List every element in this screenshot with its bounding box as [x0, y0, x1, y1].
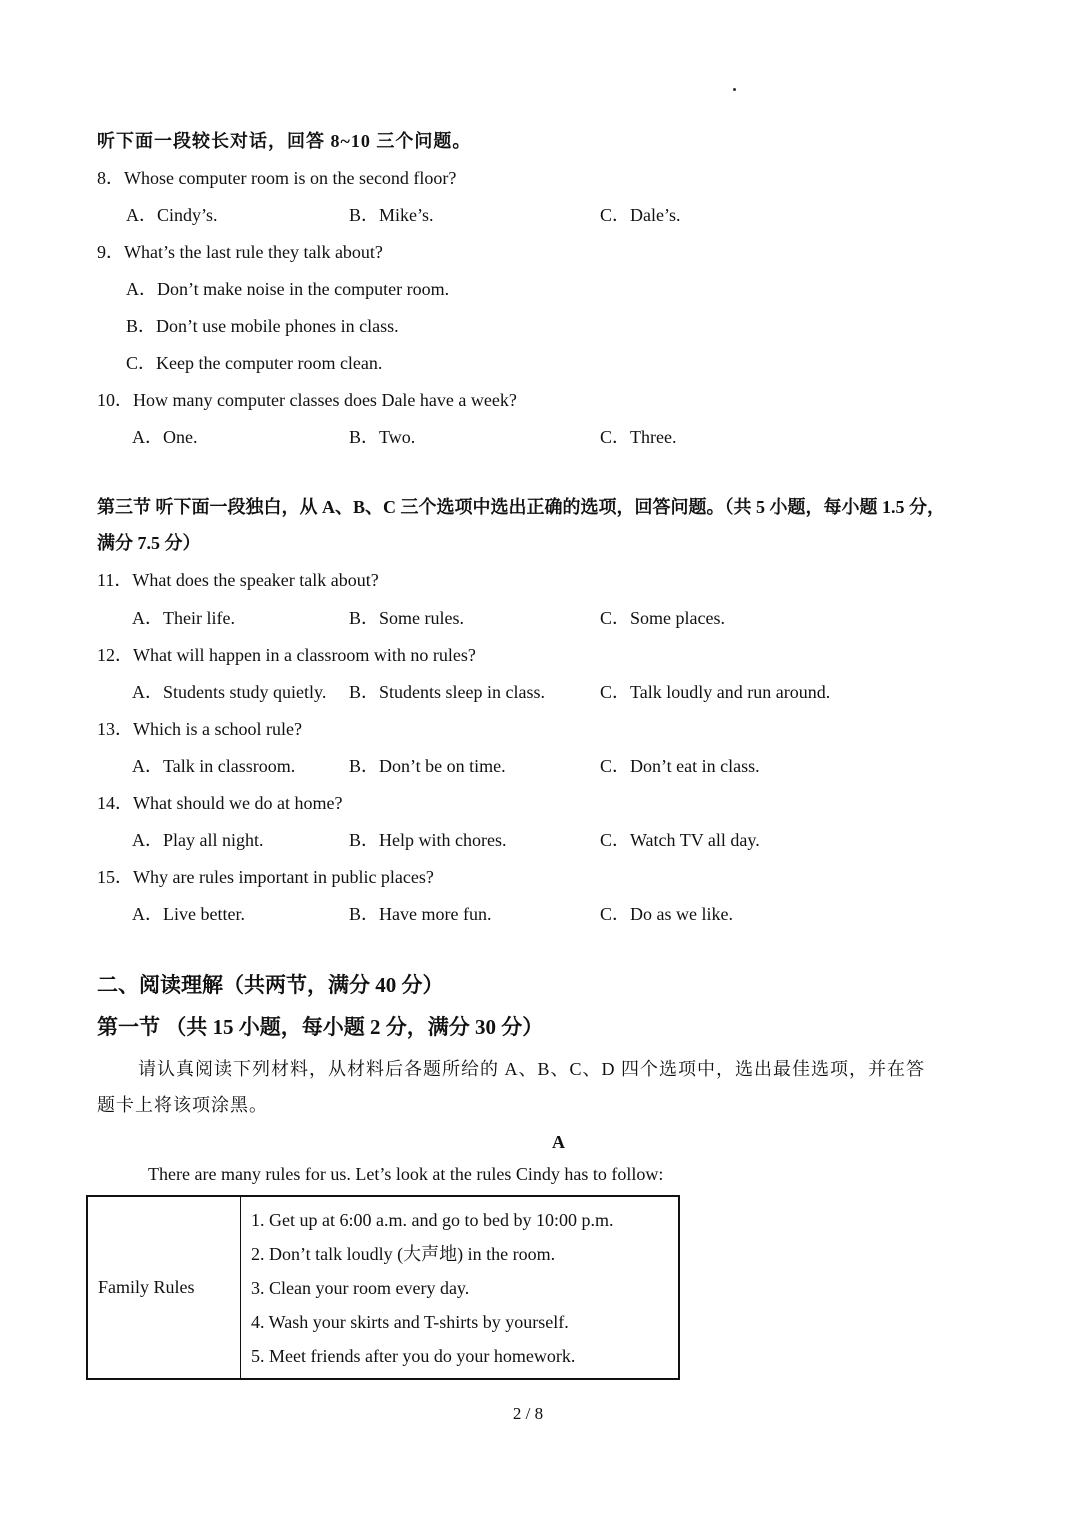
q8-option-b: B．Mike’s. — [349, 205, 434, 225]
section3-heading-line1: 第三节 听下面一段独白，从 A、B、C 三个选项中选出正确的选项，回答问题。（共 5 小题，每小题 1.5 分， — [97, 497, 945, 517]
rules-label: Family Rules — [98, 1277, 195, 1297]
q9-option-c: C．Keep the computer room clean. — [126, 353, 383, 373]
q14-option-a: A．Play all night. — [132, 830, 264, 850]
dialogue-instruction: 听下面一段较长对话，回答 8~10 三个问题。 — [97, 131, 472, 151]
rule-item: 1. Get up at 6:00 a.m. and go to bed by 10:00 p.m. — [251, 1209, 614, 1230]
rule-item: 5. Meet friends after you do your homework. — [251, 1345, 576, 1366]
question-10 — [97, 388, 517, 412]
q11-option-c: C．Some places. — [600, 608, 725, 628]
question-text: Whose computer room is on the second floor? — [124, 168, 457, 188]
reading-instruction-line2: 题卡上将该项涂黑。 — [97, 1095, 268, 1115]
q12-option-c: C．Talk loudly and run around. — [600, 682, 831, 702]
question-text: What will happen in a classroom with no rules? — [133, 645, 476, 665]
reading-instruction-line1: 请认真阅读下列材料，从材料后各题所给的 A、B、C、D 四个选项中，选出最佳选项，并在答 — [138, 1059, 926, 1079]
q15-option-b: B．Have more fun. — [349, 904, 492, 924]
q13-option-b: B．Don’t be on time. — [349, 756, 506, 776]
q12-option-b: B．Students sleep in class. — [349, 682, 545, 702]
section3-heading-line2: 满分 7.5 分） — [97, 533, 201, 553]
question-text: Which is a school rule? — [133, 719, 302, 739]
q8-option-a: A．Cindy’s. — [126, 205, 218, 225]
question-number: 12． — [97, 645, 133, 665]
reading-heading: 二、阅读理解（共两节，满分 40 分） — [97, 973, 444, 997]
question-number: 13． — [97, 719, 133, 739]
question-number: 11． — [97, 570, 133, 590]
q10-option-a: A．One. — [132, 427, 198, 447]
question-15 — [97, 865, 434, 889]
q8-option-c: C．Dale’s. — [600, 205, 681, 225]
rules-label-cell — [87, 1196, 241, 1379]
question-number: 15． — [97, 867, 133, 887]
q14-option-b: B．Help with chores. — [349, 830, 507, 850]
rule-item: 4. Wash your skirts and T-shirts by yourself. — [251, 1311, 569, 1332]
family-rules-table — [86, 1195, 680, 1380]
question-text: Why are rules important in public places? — [133, 867, 434, 887]
question-14 — [97, 791, 342, 815]
q11-option-a: A．Their life. — [132, 608, 235, 628]
q9-option-a: A．Don’t make noise in the computer room. — [126, 279, 450, 299]
question-11 — [97, 568, 379, 592]
passage-label: A — [552, 1132, 565, 1152]
question-text: What should we do at home? — [133, 793, 343, 813]
question-number: 14． — [97, 793, 133, 813]
reading-part1-heading: 第一节 （共 15 小题，每小题 2 分，满分 30 分） — [97, 1015, 544, 1039]
rules-list-cell — [241, 1196, 680, 1379]
q15-option-a: A．Live better. — [132, 904, 245, 924]
q15-option-c: C．Do as we like. — [600, 904, 733, 924]
question-number: 8． — [97, 168, 124, 188]
q13-option-a: A．Talk in classroom. — [132, 756, 296, 776]
q14-option-c: C．Watch TV all day. — [600, 830, 760, 850]
passage-intro: There are many rules for us. Let’s look at the rules Cindy has to follow: — [148, 1164, 664, 1184]
stray-mark — [733, 88, 736, 91]
question-12 — [97, 643, 476, 667]
question-text: What does the speaker talk about? — [132, 570, 379, 590]
question-number: 9． — [97, 242, 124, 262]
rule-item: 3. Clean your room every day. — [251, 1277, 470, 1298]
question-text: What’s the last rule they talk about? — [124, 242, 383, 262]
q10-option-b: B．Two. — [349, 427, 416, 447]
q10-option-c: C．Three. — [600, 427, 677, 447]
rule-item: 2. Don’t talk loudly (大声地) in the room. — [251, 1243, 556, 1264]
question-8 — [97, 166, 456, 190]
question-number: 10． — [97, 390, 133, 410]
q12-option-a: A．Students study quietly. — [132, 682, 327, 702]
page-number: 2 / 8 — [512, 1404, 544, 1423]
q9-option-b: B．Don’t use mobile phones in class. — [126, 316, 399, 336]
question-text: How many computer classes does Dale have a week? — [133, 390, 517, 410]
question-13 — [97, 717, 302, 741]
q13-option-c: C．Don’t eat in class. — [600, 756, 760, 776]
q11-option-b: B．Some rules. — [349, 608, 464, 628]
question-9 — [97, 240, 383, 264]
